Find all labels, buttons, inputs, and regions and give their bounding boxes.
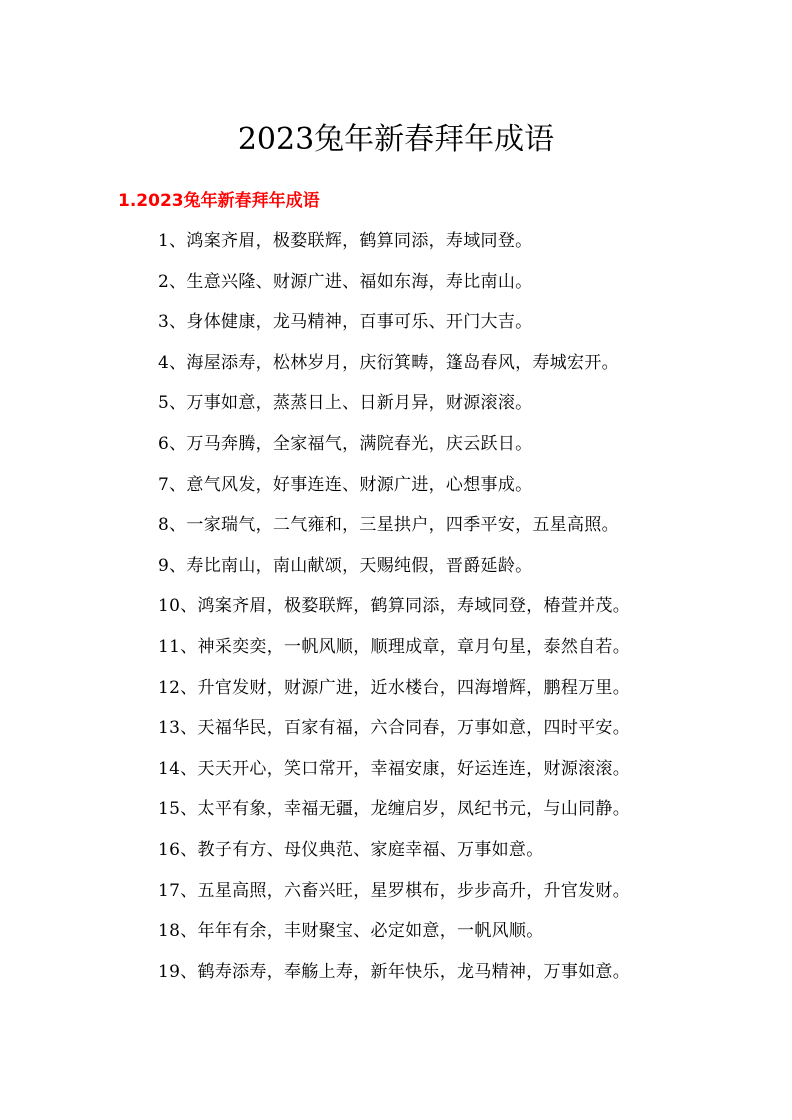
idiom-line-15: 15、太平有象，幸福无疆，龙缠启岁，凤纪书元，与山同静。 (158, 799, 631, 820)
idiom-line-7: 7、意气风发，好事连连、财源广进，心想事成。 (158, 474, 533, 495)
idiom-line-2: 2、生意兴隆、财源广进、福如东海，寿比南山。 (158, 271, 533, 292)
idiom-line-6: 6、万马奔腾，全家福气，满院春光，庆云跃日。 (158, 433, 533, 454)
idiom-line-14: 14、天天开心，笑口常开，幸福安康，好运连连，财源滚滚。 (158, 758, 631, 779)
idiom-line-19: 19、鹤寿添寿，奉觞上寿，新年快乐，龙马精神，万事如意。 (158, 961, 631, 982)
document-title: 2023兔年新春拜年成语 (237, 122, 555, 157)
idiom-line-11: 11、神采奕奕，一帆风顺，顺理成章，章月句星，泰然自若。 (158, 636, 631, 657)
idiom-line-8: 8、一家瑞气，二气雍和，三星拱户，四季平安，五星高照。 (158, 515, 619, 536)
idiom-line-12: 12、升官发财，财源广进，近水楼台，四海增辉，鹏程万里。 (158, 677, 631, 698)
idiom-line-4: 4、海屋添寿，松林岁月，庆衍箕畴，篷岛春风，寿城宏开。 (158, 352, 619, 373)
idiom-line-17: 17、五星高照，六畜兴旺，星罗棋布，步步高升，升官发财。 (158, 880, 631, 901)
idiom-line-9: 9、寿比南山，南山献颂，天赐纯假，晋爵延龄。 (158, 555, 533, 576)
section-heading: 1.2023兔年新春拜年成语 (118, 191, 320, 211)
idiom-list (158, 228, 678, 999)
idiom-line-1: 1、鸿案齐眉，极婺联辉，鹤算同添，寿域同登。 (158, 231, 533, 251)
idiom-line-16: 16、教子有方、母仪典范、家庭幸福、万事如意。 (158, 839, 544, 860)
idiom-line-5: 5、万事如意，蒸蒸日上、日新月异，财源滚滚。 (158, 393, 533, 414)
idiom-line-18: 18、年年有余，丰财聚宝、必定如意，一帆风顺。 (158, 921, 544, 942)
idiom-line-3: 3、身体健康，龙马精神，百事可乐、开门大吉。 (158, 312, 533, 333)
idiom-line-13: 13、天福华民，百家有福，六合同春，万事如意，四时平安。 (158, 718, 631, 739)
idiom-line-10: 10、鸿案齐眉，极婺联辉，鹤算同添，寿域同登，椿萱并茂。 (158, 596, 631, 617)
